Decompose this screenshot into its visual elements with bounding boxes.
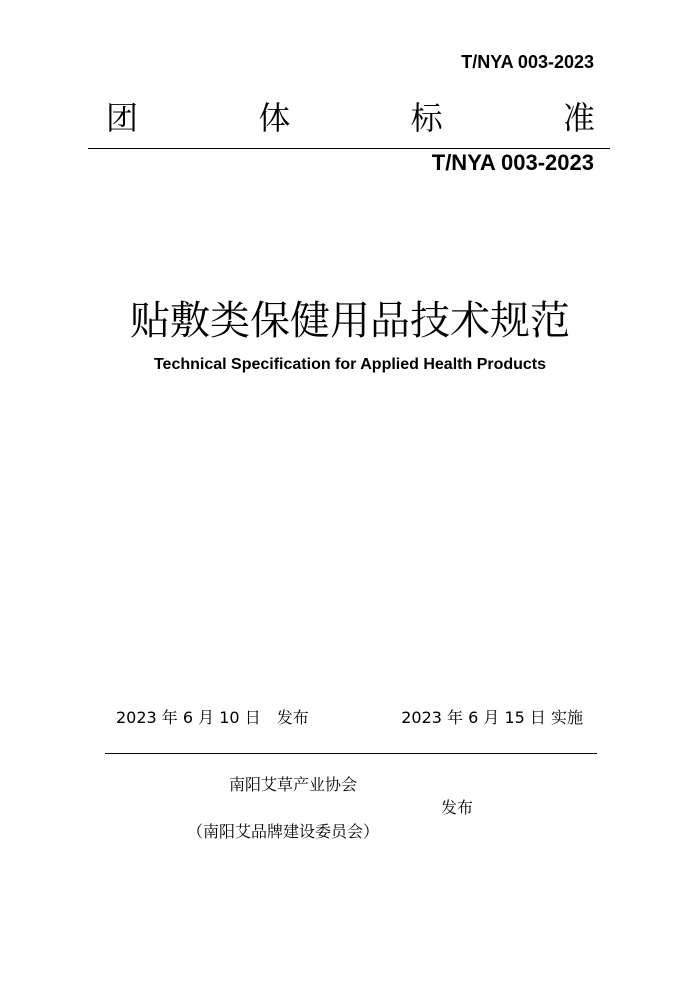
standard-code-top: T/NYA 003-2023 — [461, 52, 594, 72]
standard-code-main: T/NYA 003-2023 — [431, 150, 594, 175]
implementation-date: 2023 年 6 月 15 日 实施 — [401, 708, 583, 727]
footer-divider — [105, 753, 597, 754]
document-title-english: Technical Specification for Applied Health Products — [153, 356, 547, 373]
header-divider — [88, 148, 610, 149]
standard-type-char: 团 — [106, 99, 139, 137]
standard-type-heading — [106, 98, 595, 138]
standard-type-char: 体 — [258, 99, 291, 137]
issuing-committee: （南阳艾品牌建设委员会） — [187, 822, 380, 841]
publish-date: 2023 年 6 月 10 日 发布 — [116, 708, 309, 727]
standard-type-char: 准 — [562, 99, 595, 137]
issued-label: 发布 — [441, 798, 474, 817]
standard-type-char: 标 — [410, 99, 443, 137]
document-title-chinese: 贴敷类保健用品技术规范 — [130, 298, 570, 344]
issuing-organization: 南阳艾草产业协会 — [229, 775, 358, 794]
